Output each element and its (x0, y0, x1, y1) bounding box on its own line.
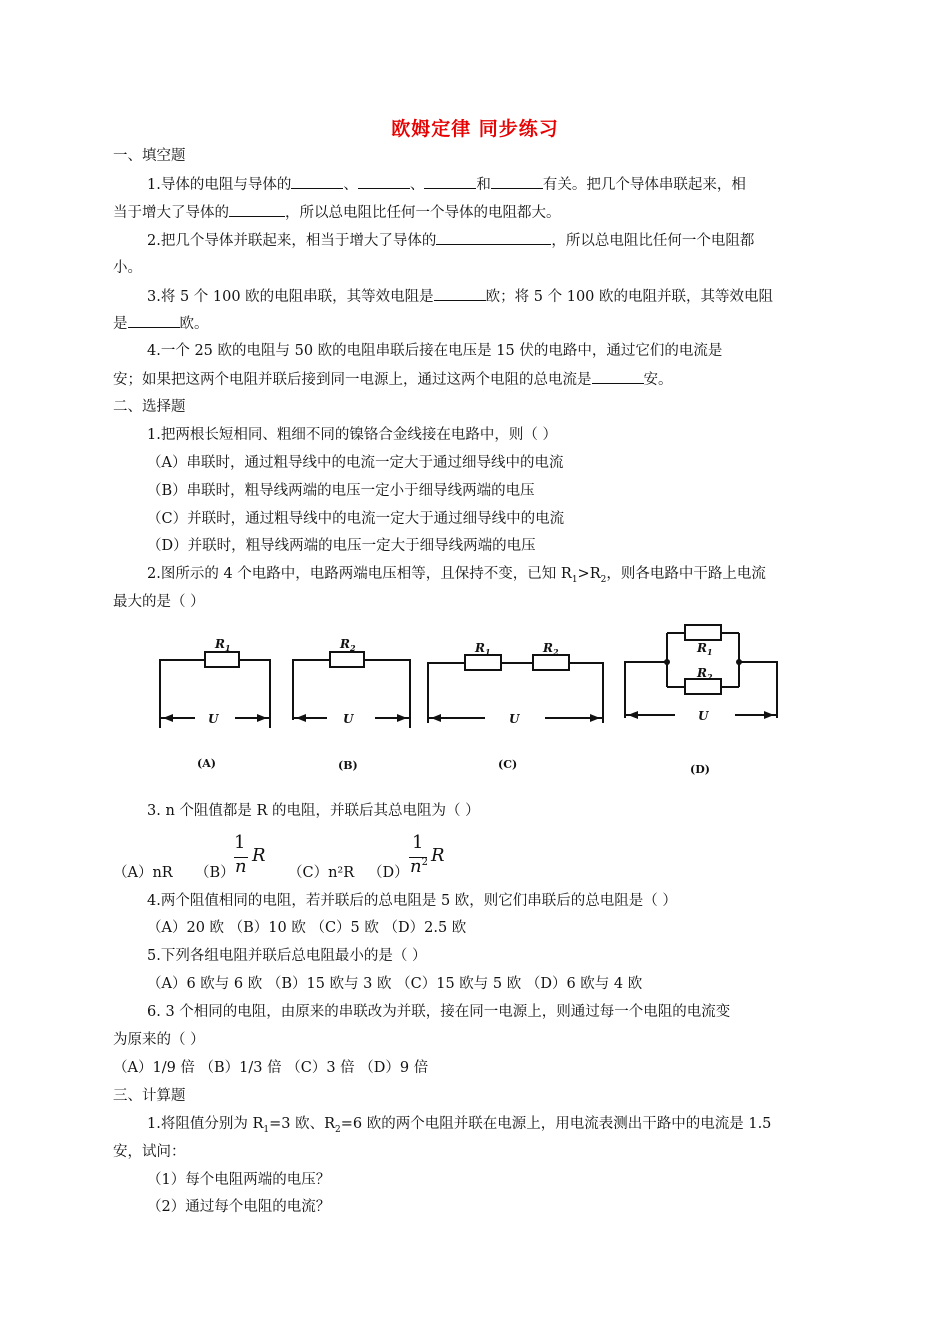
option-c[interactable]: （C）并联时，通过粗导线中的电流一定大于通过细导线中的电流 (147, 511, 565, 527)
option-b[interactable]: （B）串联时，粗导线两端的电压一定小于细导线两端的电压 (147, 483, 535, 499)
q3-option-d[interactable]: （D） (368, 865, 409, 881)
question-2-6-cont: 为原来的（ ） (113, 1032, 205, 1048)
question-1-3-cont: 是 欧。 (113, 313, 209, 334)
question-2-5: 5.下列各组电阻并联后总电阻最小的是（ ） (147, 948, 427, 964)
label-r1-d: $R_1$ (697, 641, 713, 657)
question-2-1: 1.把两根长短相同、粗细不同的镍铬合金线接在电路中，则（ ） (147, 427, 557, 443)
q6-options[interactable]: （A）1/9 倍 （B）1/3 倍 （C）3 倍 （D）9 倍 (113, 1060, 429, 1076)
question-2-3: 3. n 个阻值都是 R 的电阻，并联后其总电阻为（ ） (147, 803, 480, 819)
question-2-4: 4.两个阻值相同的电阻，若并联后的总电阻是 5 欧，则它们串联后的总电阻是（ ） (147, 893, 677, 909)
answer-blank[interactable] (128, 313, 180, 328)
label-circuit-d: (D) (690, 763, 710, 776)
label-u-d: U (698, 709, 709, 723)
question-1-4-cont: 安；如果把这两个电阻并联后接到同一电源上，通过这两个电阻的总电流是 安。 (113, 369, 673, 390)
question-3-1-cont: 安，试问： (113, 1144, 186, 1160)
answer-blank[interactable] (436, 230, 551, 245)
answer-blank[interactable] (358, 174, 410, 189)
label-r2-c: $R_2$ (543, 641, 559, 657)
label-r2-d: $R_2$ (697, 666, 713, 682)
section-heading-calc: 三、计算题 (113, 1088, 186, 1104)
question-3-1-part-2: （2）通过每个电阻的电流？ (147, 1199, 331, 1215)
label-circuit-a: (A) (197, 757, 216, 770)
label-circuit-c: (C) (498, 758, 518, 771)
question-1-2: 2.把几个导体并联起来，相当于增大了导体的 ，所以总电阻比任何一个电阻都 (147, 230, 754, 251)
label-r1-a: $R_1$ (215, 637, 231, 653)
section-heading-choice: 二、选择题 (113, 399, 186, 415)
question-1-2-cont: 小。 (113, 260, 142, 276)
question-3-1: 1.将阻值分别为 $R_1=3$ 欧、$R_2=6$ 欧的两个电阻并联在电源上，用电流表测出干路中的电流是 1.5 (147, 1116, 772, 1135)
answer-blank[interactable] (229, 202, 285, 217)
option-d[interactable]: （D）并联时，粗导线两端的电压一定大于细导线两端的电压 (147, 538, 536, 554)
label-r2-b: $R_2$ (340, 637, 356, 653)
question-2-2-cont: 最大的是（ ） (113, 594, 205, 610)
option-a[interactable]: （A）串联时，通过粗导线中的电流一定大于通过细导线中的电流 (147, 455, 564, 471)
question-1-1: 1.导体的电阻与导体的 、 、 和 有关。把几个导体串联起来，相 (147, 174, 746, 195)
q3-option-a[interactable]: （A）nR (113, 865, 173, 881)
answer-blank[interactable] (592, 369, 644, 384)
answer-blank[interactable] (434, 286, 486, 301)
fraction-1-over-n: 1 n R (234, 832, 266, 877)
circuit-diagrams (155, 620, 795, 785)
q4-options[interactable]: （A）20 欧 （B）10 欧 （C）5 欧 （D）2.5 欧 (147, 920, 467, 936)
question-2-2: 2.图所示的 4 个电路中，电路两端电压相等，且保持不变，已知 $R_1>R_2$，则各电路中干路上电流 (147, 566, 766, 585)
q3-option-c[interactable]: （C）n²R (288, 865, 355, 881)
question-1-1-cont: 当于增大了导体的 ，所以总电阻比任何一个导体的电阻都大。 (113, 202, 561, 223)
page-title: 欧姆定律 同步练习 (391, 118, 559, 140)
fraction-1-over-n-squared: 1 $n^2$ R (410, 832, 445, 877)
label-r1-c: $R_1$ (475, 641, 491, 657)
q5-options[interactable]: （A）6 欧与 6 欧 （B）15 欧与 3 欧 （C）15 欧与 5 欧 （D）6 欧与 4 欧 (147, 976, 643, 992)
label-circuit-b: (B) (338, 759, 358, 772)
question-1-3: 3.将 5 个 100 欧的电阻串联，其等效电阻是 欧；将 5 个 100 欧的电阻并联，其等效电阻 (147, 286, 773, 307)
question-1-4: 4.一个 25 欧的电阻与 50 欧的电阻串联后接在电压是 15 伏的电路中，通过它们的电流是 (147, 343, 723, 359)
question-3-1-part-1: （1）每个电阻两端的电压？ (147, 1172, 331, 1188)
answer-blank[interactable] (491, 174, 543, 189)
label-u-a: U (208, 712, 219, 726)
section-heading-fill-blank: 一、填空题 (113, 148, 186, 164)
label-u-b: U (343, 712, 354, 726)
label-u-c: U (509, 712, 520, 726)
answer-blank[interactable] (291, 174, 343, 189)
question-2-6: 6. 3 个相同的电阻，由原来的串联改为并联，接在同一电源上，则通过每一个电阻的电流变 (147, 1004, 731, 1020)
q3-option-b[interactable]: （B） (195, 865, 235, 881)
answer-blank[interactable] (424, 174, 476, 189)
